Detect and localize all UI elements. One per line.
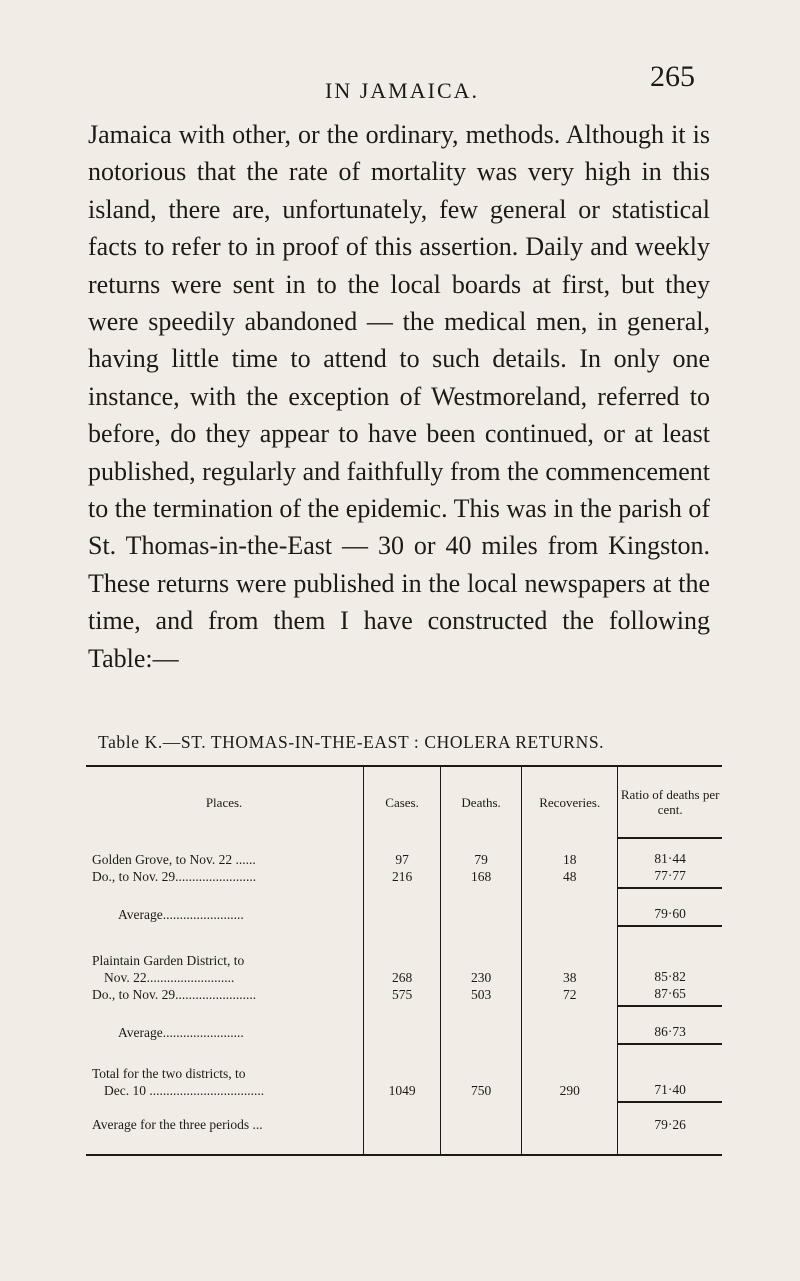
header-ratio: Ratio of deaths per cent. xyxy=(618,766,722,838)
empty-cell xyxy=(441,888,522,926)
average-ratio: 86·73 xyxy=(618,1006,722,1044)
value: 97 xyxy=(395,852,409,867)
value: 81·44 xyxy=(654,851,686,866)
value: 503 xyxy=(470,987,492,1002)
value: 85·82 xyxy=(654,969,686,984)
value: 87·65 xyxy=(654,986,686,1001)
table-row-average-2 xyxy=(86,1006,722,1044)
cases-cell xyxy=(364,926,441,1006)
place-cell xyxy=(86,1044,364,1102)
empty-cell xyxy=(364,1136,441,1155)
empty-cell xyxy=(441,1136,522,1155)
cholera-returns-table xyxy=(86,765,722,1156)
average-label: Average for the three periods ... xyxy=(92,1117,263,1132)
place-line: Do., to Nov. 29........................ xyxy=(92,987,257,1002)
ratio-cell xyxy=(618,838,722,888)
header-places: Places. xyxy=(86,766,364,838)
table-row-total xyxy=(86,1044,722,1102)
deaths-cell: 750 xyxy=(441,1044,522,1102)
recoveries-cell: 290 xyxy=(522,1044,618,1102)
table-bottom-rule xyxy=(86,1136,722,1155)
empty-cell xyxy=(86,1136,364,1155)
place-line: Do., to Nov. 29........................ xyxy=(92,869,257,884)
place-cell xyxy=(86,838,364,888)
header-cases: Cases. xyxy=(364,766,441,838)
deaths-cell xyxy=(441,838,522,888)
empty-cell xyxy=(618,1136,722,1155)
value: 230 xyxy=(470,970,492,985)
value: 48 xyxy=(562,869,577,884)
value: 168 xyxy=(470,869,492,884)
empty-cell xyxy=(522,1136,618,1155)
header-recoveries: Recoveries. xyxy=(522,766,618,838)
empty-cell xyxy=(522,1006,618,1044)
table-caption: Table K.—ST. THOMAS-IN-THE-EAST : CHOLERA RETURNS. xyxy=(98,732,605,752)
value: 38 xyxy=(562,970,577,985)
cases-cell xyxy=(364,838,441,888)
table-row-average-3 xyxy=(86,1102,722,1136)
average-ratio: 79·60 xyxy=(618,888,722,926)
table-header-row xyxy=(86,766,722,838)
place-cell xyxy=(86,926,364,1006)
value: 72 xyxy=(562,987,577,1002)
value: 268 xyxy=(391,970,413,985)
header-deaths: Deaths. xyxy=(441,766,522,838)
recoveries-cell xyxy=(522,838,618,888)
empty-cell xyxy=(441,1006,522,1044)
running-head: IN JAMAICA. xyxy=(325,78,479,103)
ratio-cell xyxy=(618,926,722,1006)
table-row-average-1 xyxy=(86,888,722,926)
place-line: Golden Grove, to Nov. 22 ...... xyxy=(92,852,256,867)
deaths-cell xyxy=(441,926,522,1006)
average-label: Average........................ xyxy=(118,907,244,922)
place-line: Nov. 22.......................... xyxy=(104,970,235,985)
value: 77·77 xyxy=(654,868,686,883)
table-row-golden-grove xyxy=(86,838,722,888)
paragraph-text: Jamaica with other, or the ordinary, methods. Although it is notorious that the rate of mortality was very high in this island, there are, unfortunately, few general or statistical facts to refer to in proof of this assertion. Daily and weekly returns were sent in to the local boards at first, but they were speedily abandoned — the medical men, in general, having little time to attend to such details. In only one instance, with the exception of Westmoreland, referred to before, do they appear to have been continued, or at least published, regularly and faithfully from the commencement to the termination of the epidemic. This was in the parish of St. Thomas-in-the-East — 30 or 40 miles from Kingston. These returns were published in the local newspapers at the time, and from them I have constructed the following Table:— xyxy=(88,120,710,673)
page-number: 265 xyxy=(650,60,695,93)
place-line: Total for the two districts, to xyxy=(92,1066,246,1081)
table-row-plaintain-garden xyxy=(86,926,722,1006)
value: 79 xyxy=(474,852,488,867)
place-line: Dec. 10 .................................. xyxy=(104,1083,265,1098)
empty-cell xyxy=(364,1006,441,1044)
ratio-cell: 71·40 xyxy=(618,1044,722,1102)
empty-cell xyxy=(522,1102,618,1136)
value: 18 xyxy=(562,852,577,867)
body-paragraph xyxy=(88,116,710,677)
empty-cell xyxy=(441,1102,522,1136)
recoveries-cell xyxy=(522,926,618,1006)
value: 216 xyxy=(391,869,413,884)
empty-cell xyxy=(522,888,618,926)
empty-cell xyxy=(364,1102,441,1136)
place-line: Plaintain Garden District, to xyxy=(92,953,245,968)
empty-cell xyxy=(364,888,441,926)
cases-cell: 1049 xyxy=(364,1044,441,1102)
value: 575 xyxy=(391,987,413,1002)
average-ratio: 79·26 xyxy=(618,1102,722,1136)
average-label: Average........................ xyxy=(118,1025,244,1040)
